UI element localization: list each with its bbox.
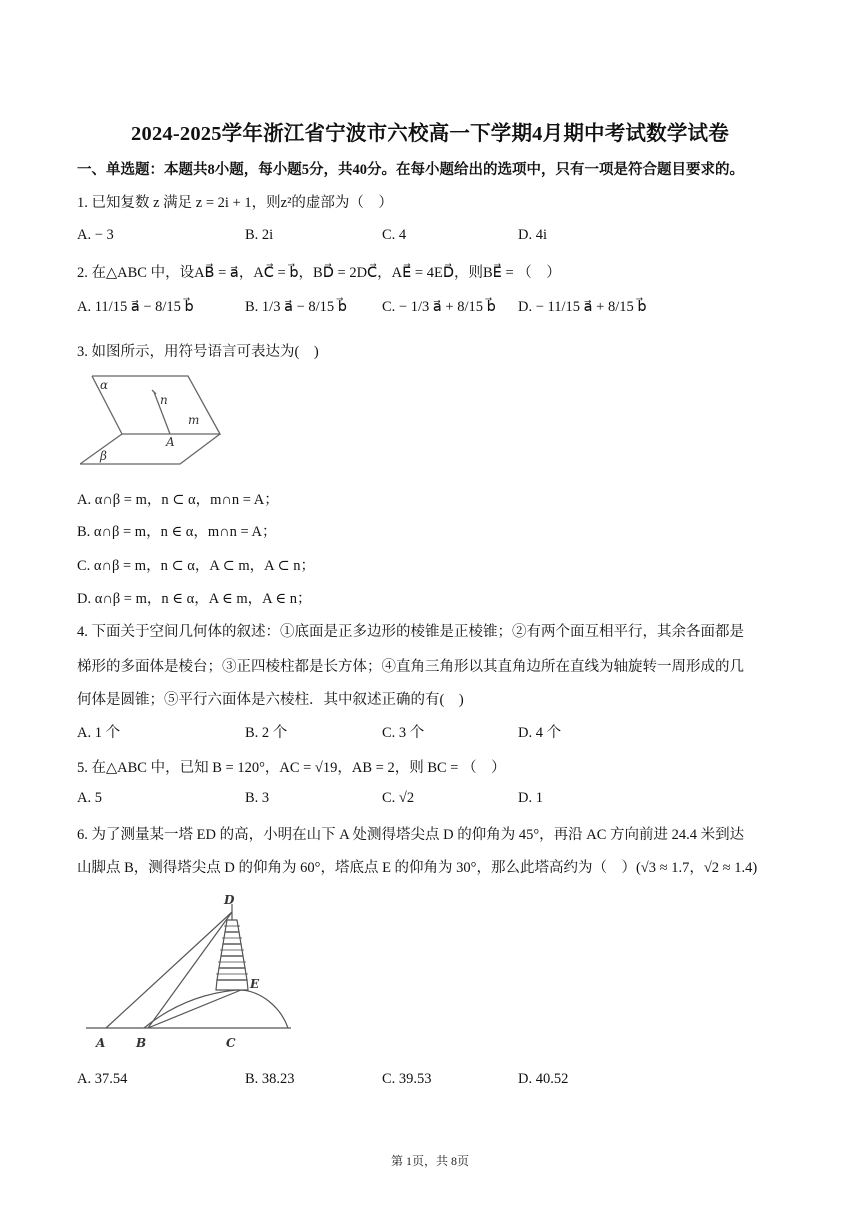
page-footer: 第 1页，共 8页 (390, 1154, 469, 1168)
q1-option-d: D. 4i (518, 227, 547, 243)
question-3-stem: 3. 如图所示，用符号语言可表达为( ) (77, 344, 319, 360)
label-alpha: α (100, 378, 109, 392)
q6-option-c: C. 39.53 (382, 1071, 432, 1087)
section-heading: 一、单选题：本题共8小题，每小题5分，共40分。在每小题给出的选项中，只有一项是符合题目要求的。 (77, 162, 744, 178)
label-beta: β (100, 449, 107, 463)
q1-option-b: B. 2i (245, 227, 274, 243)
q3-option-b: B. α∩β = m，n ∈ α，m∩n = A； (77, 524, 277, 540)
page-title: 2024-2025学年浙江省宁波市六校高一下学期4月期中考试数学试卷 (131, 123, 729, 145)
question-1-stem: 1. 已知复数 z 满足 z = 2i + 1，则z²的虚部为（ ） (77, 195, 393, 211)
label-B: B (136, 1036, 147, 1050)
label-m: m (188, 413, 200, 427)
q5-option-a: A. 5 (77, 790, 102, 806)
question-6-line-1: 6. 为了测量某一塔 ED 的高，小明在山下 A 处测得塔尖点 D 的仰角为 45°，再沿 AC 方向前进 24.4 米到达 (77, 827, 745, 843)
question-4-line-2: 梯形的多面体是棱台；③正四棱柱都是长方体；④直角三角形以其直角边所在直线为轴旋转一周形成的几 (77, 659, 744, 675)
q3-option-c: C. α∩β = m，n ⊂ α，A ⊂ m，A ⊂ n； (77, 558, 315, 574)
label-n: n (160, 393, 168, 407)
q6-option-a: A. 37.54 (77, 1071, 128, 1087)
question-6-line-2: 山脚点 B，测得塔尖点 D 的仰角为 60°，塔底点 E 的仰角为 30°，那么此塔高约为（ ）(√3 ≈ 1.7，√2 ≈ 1.4) (77, 860, 758, 876)
label-E: E (250, 977, 260, 991)
q2-option-a: A. 11/15 a⃗ − 8/15 b⃗ (77, 299, 194, 315)
q1-option-c: C. 4 (382, 227, 407, 243)
planes-figure (80, 372, 240, 470)
q3-option-a: A. α∩β = m，n ⊂ α，m∩n = A； (77, 492, 279, 508)
q3-option-d: D. α∩β = m，n ∈ α，A ∈ m，A ∈ n； (77, 591, 312, 607)
q5-option-b: B. 3 (245, 790, 270, 806)
tower-figure (86, 890, 294, 1056)
question-4-line-1: 4. 下面关于空间几何体的叙述：①底面是正多边形的棱锥是正棱锥；②有两个面互相平行，其余各面都是 (77, 624, 744, 640)
q2-option-d: D. − 11/15 a⃗ + 8/15 b⃗ (518, 299, 647, 315)
question-4-line-3: 何体是圆锥；⑤平行六面体是六棱柱．其中叙述正确的有( ) (77, 692, 464, 708)
q2-option-c: C. − 1/3 a⃗ + 8/15 b⃗ (382, 299, 496, 315)
q2-option-b: B. 1/3 a⃗ − 8/15 b⃗ (245, 299, 347, 315)
label-C: C (226, 1036, 236, 1050)
q4-option-b: B. 2 个 (245, 725, 288, 741)
label-A: A (166, 435, 175, 449)
q4-option-c: C. 3 个 (382, 725, 425, 741)
q5-option-d: D. 1 (518, 790, 543, 806)
q1-option-a: A. − 3 (77, 227, 114, 243)
label-D: D (224, 893, 235, 907)
question-5-stem: 5. 在△ABC 中，已知 B = 120°，AC = √19，AB = 2，则 BC = （ ） (77, 760, 506, 776)
q6-option-b: B. 38.23 (245, 1071, 295, 1087)
label-A: A (96, 1036, 106, 1050)
q6-option-d: D. 40.52 (518, 1071, 569, 1087)
q5-option-c: C. √2 (382, 790, 415, 806)
q4-option-a: A. 1 个 (77, 725, 121, 741)
question-2-stem: 2. 在△ABC 中，设AB⃗ = a⃗，AC⃗ = b⃗，BD⃗ = 2DC⃗，AE⃗ = 4ED⃗，则BE⃗ = （ ） (77, 265, 561, 281)
q4-option-d: D. 4 个 (518, 725, 562, 741)
